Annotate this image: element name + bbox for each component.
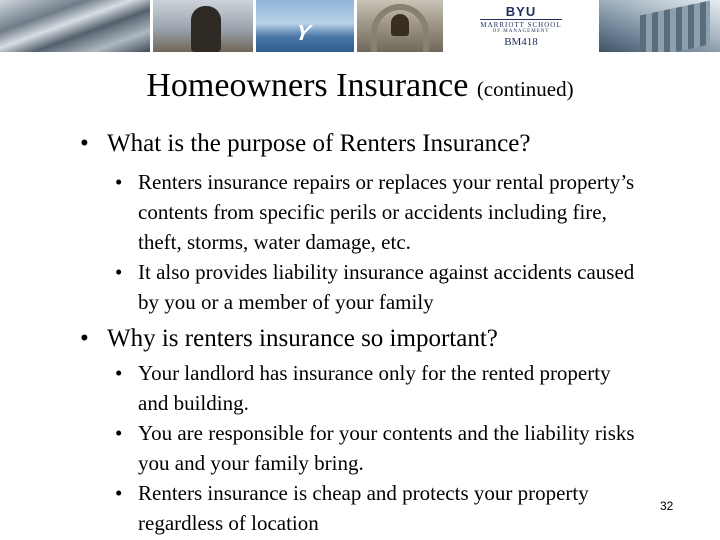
bullet-text: Why is renters insurance so important? [107,325,498,352]
subbullet-item [0,478,720,538]
banner-photo-statue [153,0,253,52]
logo-school: MARRIOTT SCHOOL [480,20,562,29]
subbullet-text: It also provides liability insurance against accidents caused by you or a member of your family [138,260,635,314]
subbullet-dot: • [115,481,123,505]
bullet-dot: • [80,130,89,157]
slide-title-main: Homeowners Insurance [146,67,469,104]
subbullet-item [0,418,720,478]
bullet-text: What is the purpose of Renters Insurance? [107,130,531,157]
bullet-importance [0,323,720,354]
banner-photo-bell [357,0,443,52]
bullet-dot: • [80,325,89,352]
slide-title [0,66,720,109]
bullet-purpose [0,128,720,159]
subbullet-text: You are responsible for your contents and the liability risks you and your family bring. [138,421,635,475]
logo-management: OF MANAGEMENT [492,28,550,34]
subbullet-dot: • [115,361,123,385]
subbullet-text: Renters insurance repairs or replaces your rental property’s contents from specific perils or accidents including fire, theft, storms, water damage, etc. [138,170,635,254]
banner-photo-mountain [256,0,354,52]
slide-body [0,128,720,538]
page-number: 32 [660,499,674,513]
building-icon [640,1,710,52]
subbullet-dot: • [115,260,123,284]
slide-title-suffix: (continued) [476,77,574,101]
subbullet-text: Renters insurance is cheap and protects your property regardless of location [138,481,589,535]
bell-icon [391,14,409,36]
subbullet-dot: • [115,170,123,194]
subbullet-item [0,358,720,418]
byu-logo [446,0,596,52]
banner-photo-glass [0,0,150,52]
banner-photo-building [599,0,720,52]
mountain-y-icon: Y [291,20,316,45]
subbullet-dot: • [115,421,123,445]
subbullet-item [0,167,720,257]
subbullet-text: Your landlord has insurance only for the rented property and building. [138,361,611,415]
subbullet-item [0,257,720,317]
course-code: BM418 [504,35,538,48]
statue-icon [191,6,221,52]
logo-byu: BYU [505,3,537,19]
header-banner [0,0,720,52]
